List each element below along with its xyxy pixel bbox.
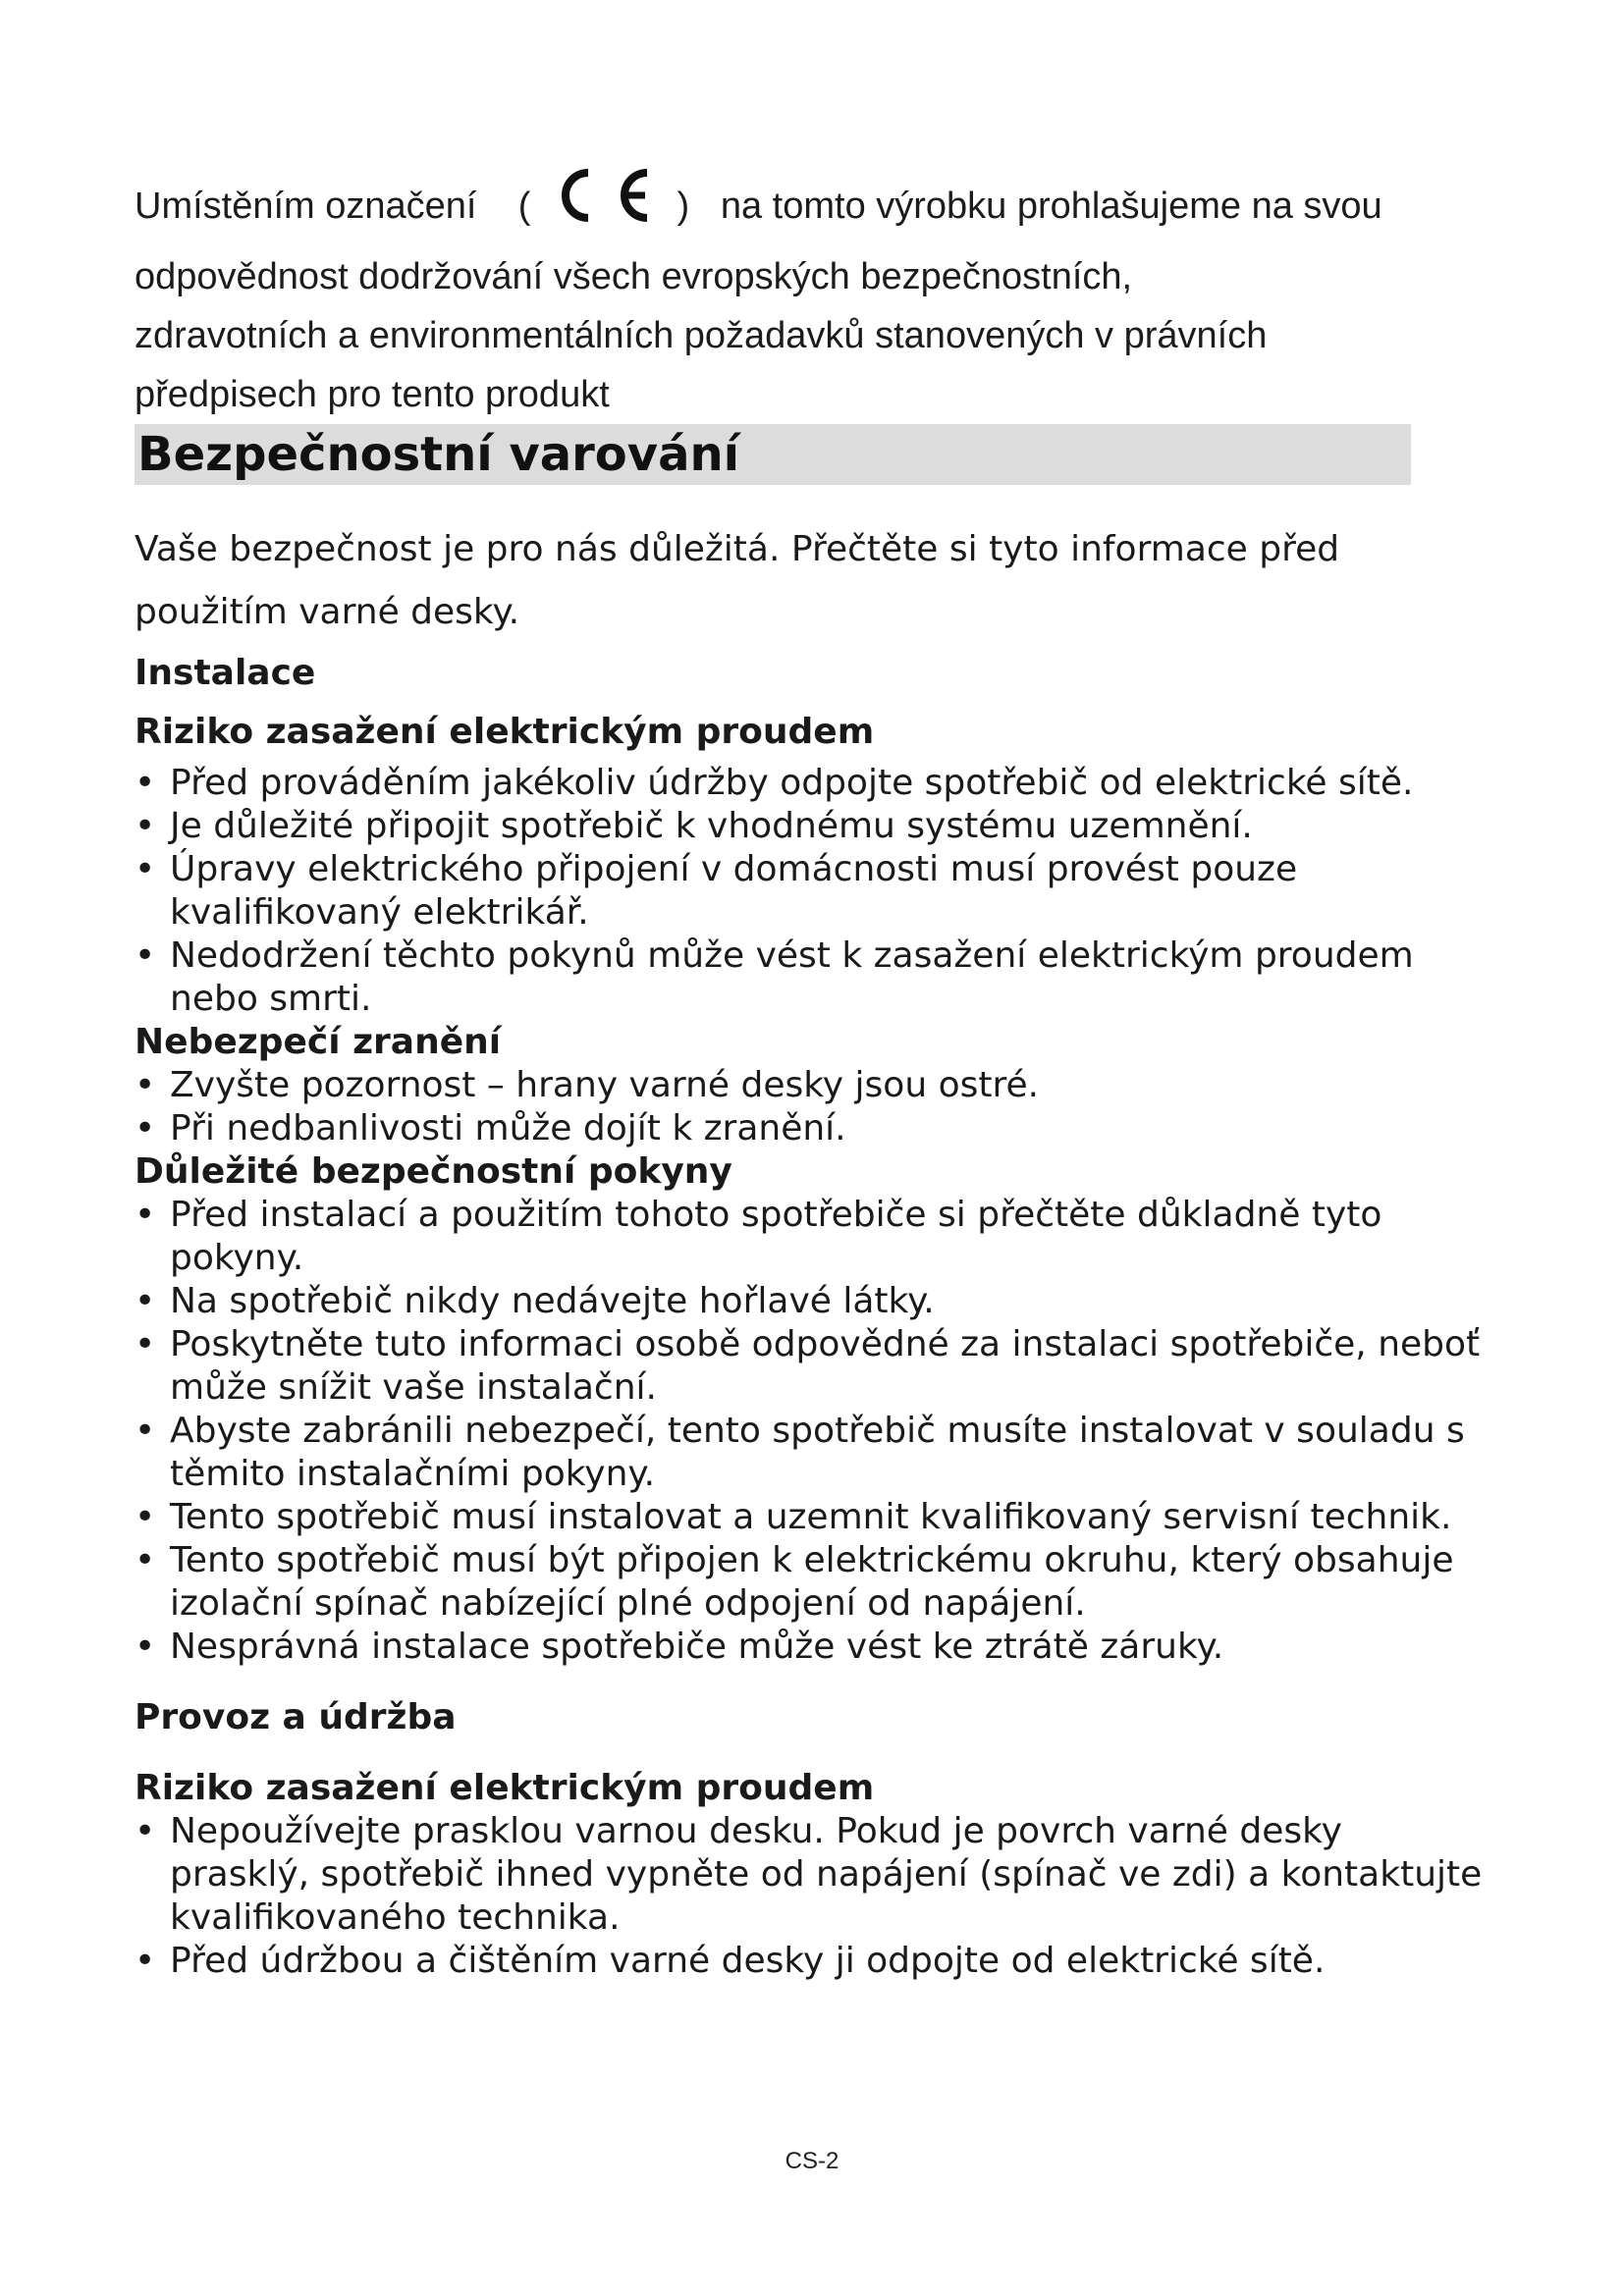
ce-line1-after: na tomto výrobku prohlašujeme na svou [720, 186, 1382, 228]
lead-line-2: použitím varné desky. [135, 592, 520, 632]
list-item: • Nedodržení těchto pokynů může vést k zasažení elektrickým proudem nebo smrti. [135, 935, 1414, 1019]
important-title: Důležité bezpečnostní pokyny [135, 1151, 732, 1192]
list-item: • Tento spotřebič musí být připojen k elektrickému okruhu, který obsahuje izolační spínač nabízející plné odpojení od napájení. [135, 1540, 1454, 1624]
list-item: • Je důležité připojit spotřebič k vhodnému systému uzemnění. [135, 806, 1253, 846]
paren-open: ( [517, 186, 531, 228]
ce-declaration-line-1 [135, 169, 1529, 247]
installation-title: Instalace [135, 653, 316, 693]
section-title-band [135, 424, 1411, 485]
list-item: • Před údržbou a čištěním varné desky ji odpojte od elektrické sítě. [135, 1941, 1326, 1981]
installation-shock-title: Riziko zasažení elektrickým proudem [135, 712, 875, 752]
list-item: • Na spotřebič nikdy nedávejte hořlavé látky. [135, 1281, 935, 1321]
installation-shock-list [135, 762, 1489, 1021]
section-title: Bezpečnostní varování [137, 427, 740, 482]
important-list [135, 1194, 1489, 1669]
list-item: • Poskytněte tuto informaci osobě odpovědné za instalaci spotřebiče, neboť může snížit vaše instalační. [135, 1324, 1481, 1408]
list-item: • Zvyšte pozornost – hrany varné desky jsou ostré. [135, 1065, 1040, 1105]
list-item: • Nepoužívejte prasklou varnou desku. Pokud je povrch varné desky prasklý, spotřebič ihned vypněte od napájení (spínač ve zdi) a kontaktujte kvalifikovaného technika. [135, 1811, 1483, 1938]
lead-line-1: Vaše bezpečnost je pro nás důležitá. Přečtěte si tyto informace před [135, 529, 1340, 569]
ce-mark-logo [545, 165, 663, 243]
list-item: • Nesprávná instalace spotřebiče může vést ke ztrátě záruky. [135, 1627, 1224, 1667]
list-item: • Úpravy elektrického připojení v domácnosti musí provést pouze kvalifikovaný elektrikář. [135, 849, 1298, 933]
ce-declaration-line-4: předpisech pro tento produkt [135, 374, 610, 415]
ce-declaration [135, 169, 1529, 424]
injury-list [135, 1064, 1489, 1150]
list-item: • Abyste zabránili nebezpečí, tento spotřebič musíte instalovat v souladu s těmito instalačními pokyny. [135, 1411, 1465, 1494]
ce-declaration-line-3: zdravotních a environmentálních požadavků stanovených v právních [135, 315, 1268, 356]
list-item: • Před prováděním jakékoliv údržby odpojte spotřebič od elektrické sítě. [135, 763, 1414, 803]
operation-title: Provoz a údržba [135, 1697, 457, 1737]
list-item: • Tento spotřebič musí instalovat a uzemnit kvalifikovaný servisní technik. [135, 1497, 1452, 1537]
ce-line1-before: Umístěním označení [135, 186, 477, 228]
page-number: CS-2 [785, 2148, 839, 2174]
list-item: • Při nedbanlivosti může dojít k zranění. [135, 1108, 846, 1148]
safety-content [135, 518, 1489, 1983]
operation-shock-title: Riziko zasažení elektrickým proudem [135, 1768, 875, 1808]
injury-title: Nebezpečí zranění [135, 1022, 502, 1062]
operation-shock-list [135, 1810, 1489, 1983]
ce-declaration-line-2: odpovědnost dodržování všech evropských bezpečnostních, [135, 256, 1133, 297]
list-item: • Před instalací a použitím tohoto spotřebiče si přečtěte důkladně tyto pokyny. [135, 1195, 1382, 1278]
paren-close: ) [677, 186, 690, 228]
